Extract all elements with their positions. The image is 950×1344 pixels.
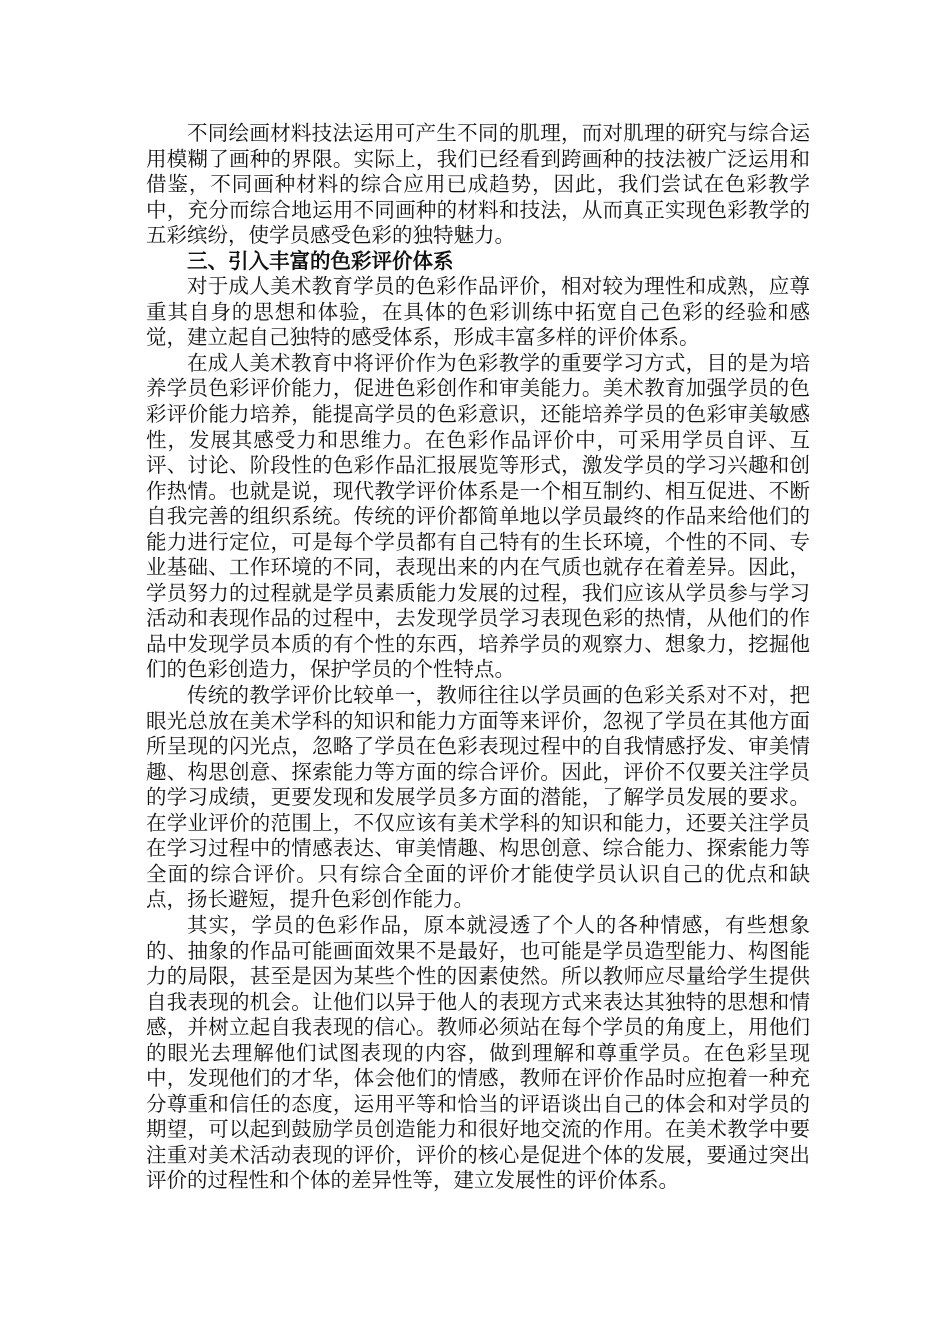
paragraph-student-works: 其实，学员的色彩作品，原本就浸透了个人的各种情感，有些想象的、抽象的作品可能画面效果不是最好，也可能是学员造型能力、构图能力的局限，甚至是因为某些个性的因素使然。所以教师应尽量给学生提供自我表现的机会。让他们以异于他人的表现方式来表达其独特的思想和情感，并树立起自我表现的信心。教师必须站在每个学员的角度上，用他们的眼光去理解他们试图表现的内容，做到理解和尊重学员。在色彩呈现中，发现他们的才华，体会他们的情感，教师在评价作品时应抱着一种充分尊重和信任的态度，运用平等和恰当的评语谈出自己的体会和对学员的期望，可以起到鼓励学员创造能力和很好地交流的作用。在美术教学中要注重对美术活动表现的评价，评价的核心是促进个体的发展，要通过突出评价的过程性和个体的差异性等，建立发展性的评价体系。 (146, 912, 810, 1193)
section-heading: 三、引入丰富的色彩评价体系 (187, 248, 454, 273)
paragraph-traditional-evaluation: 传统的教学评价比较单一，教师往往以学员画的色彩关系对不对，把眼光总放在美术学科的知识和能力方面等来评价，忽视了学员在其他方面所呈现的闪光点，忽略了学员在色彩表现过程中的自我情感抒发、审美情趣、构思创意、探索能力等方面的综合评价。因此，评价不仅要关注学员的学习成绩，更要发现和发展学员多方面的潜能，了解学员发展的要求。在学业评价的范围上，不仅应该有美术学科的知识和能力，还要关注学员在学习过程中的情感表达、审美情趣、构思创意、综合能力、探索能力等全面的综合评价。只有综合全面的评价才能使学员认识自己的优点和缺点，扬长避短，提升色彩创作能力。 (146, 683, 810, 912)
document-body (146, 121, 810, 1194)
paragraph-texture-techniques: 不同绘画材料技法运用可产生不同的肌理，而对肌理的研究与综合运用模糊了画种的界限。实际上，我们已经看到跨画种的技法被广泛运用和借鉴，不同画种材料的综合应用已成趋势，因此，我们尝试在色彩教学中，充分而综合地运用不同画种的材料和技法，从而真正实现色彩教学的五彩缤纷，使学员感受色彩的独特魅力。 (146, 121, 810, 248)
paragraph-adult-evaluation: 对于成人美术教育学员的色彩作品评价，相对较为理性和成熟，应尊重其自身的思想和体验，在具体的色彩训练中拓宽自己色彩的经验和感觉，建立起自己独特的感受体系，形成丰富多样的评价体系。 (146, 274, 810, 350)
paragraph-evaluation-method: 在成人美术教育中将评价作为色彩教学的重要学习方式，目的是为培养学员色彩评价能力，促进色彩创作和审美能力。美术教育加强学员的色彩评价能力培养，能提高学员的色彩意识，还能培养学员的色彩审美敏感性，发展其感受力和思维力。在色彩作品评价中，可采用学员自评、互评、讨论、阶段性的色彩作品汇报展览等形式，激发学员的学习兴趣和创作热情。也就是说，现代教学评价体系是一个相互制约、相互促进、不断自我完善的组织系统。传统的评价都简单地以学员最终的作品来给他们的能力进行定位，可是每个学员都有自己特有的生长环境，个性的不同、专业基础、工作环境的不同，表现出来的内在气质也就存在着差异。因此，学员努力的过程就是学员素质能力发展的过程，我们应该从学员参与学习活动和表现作品的过程中，去发现学员学习表现色彩的热情，从他们的作品中发现学员本质的有个性的东西，培养学员的观察力、想象力，挖掘他们的色彩创造力，保护学员的个性特点。 (146, 350, 810, 682)
